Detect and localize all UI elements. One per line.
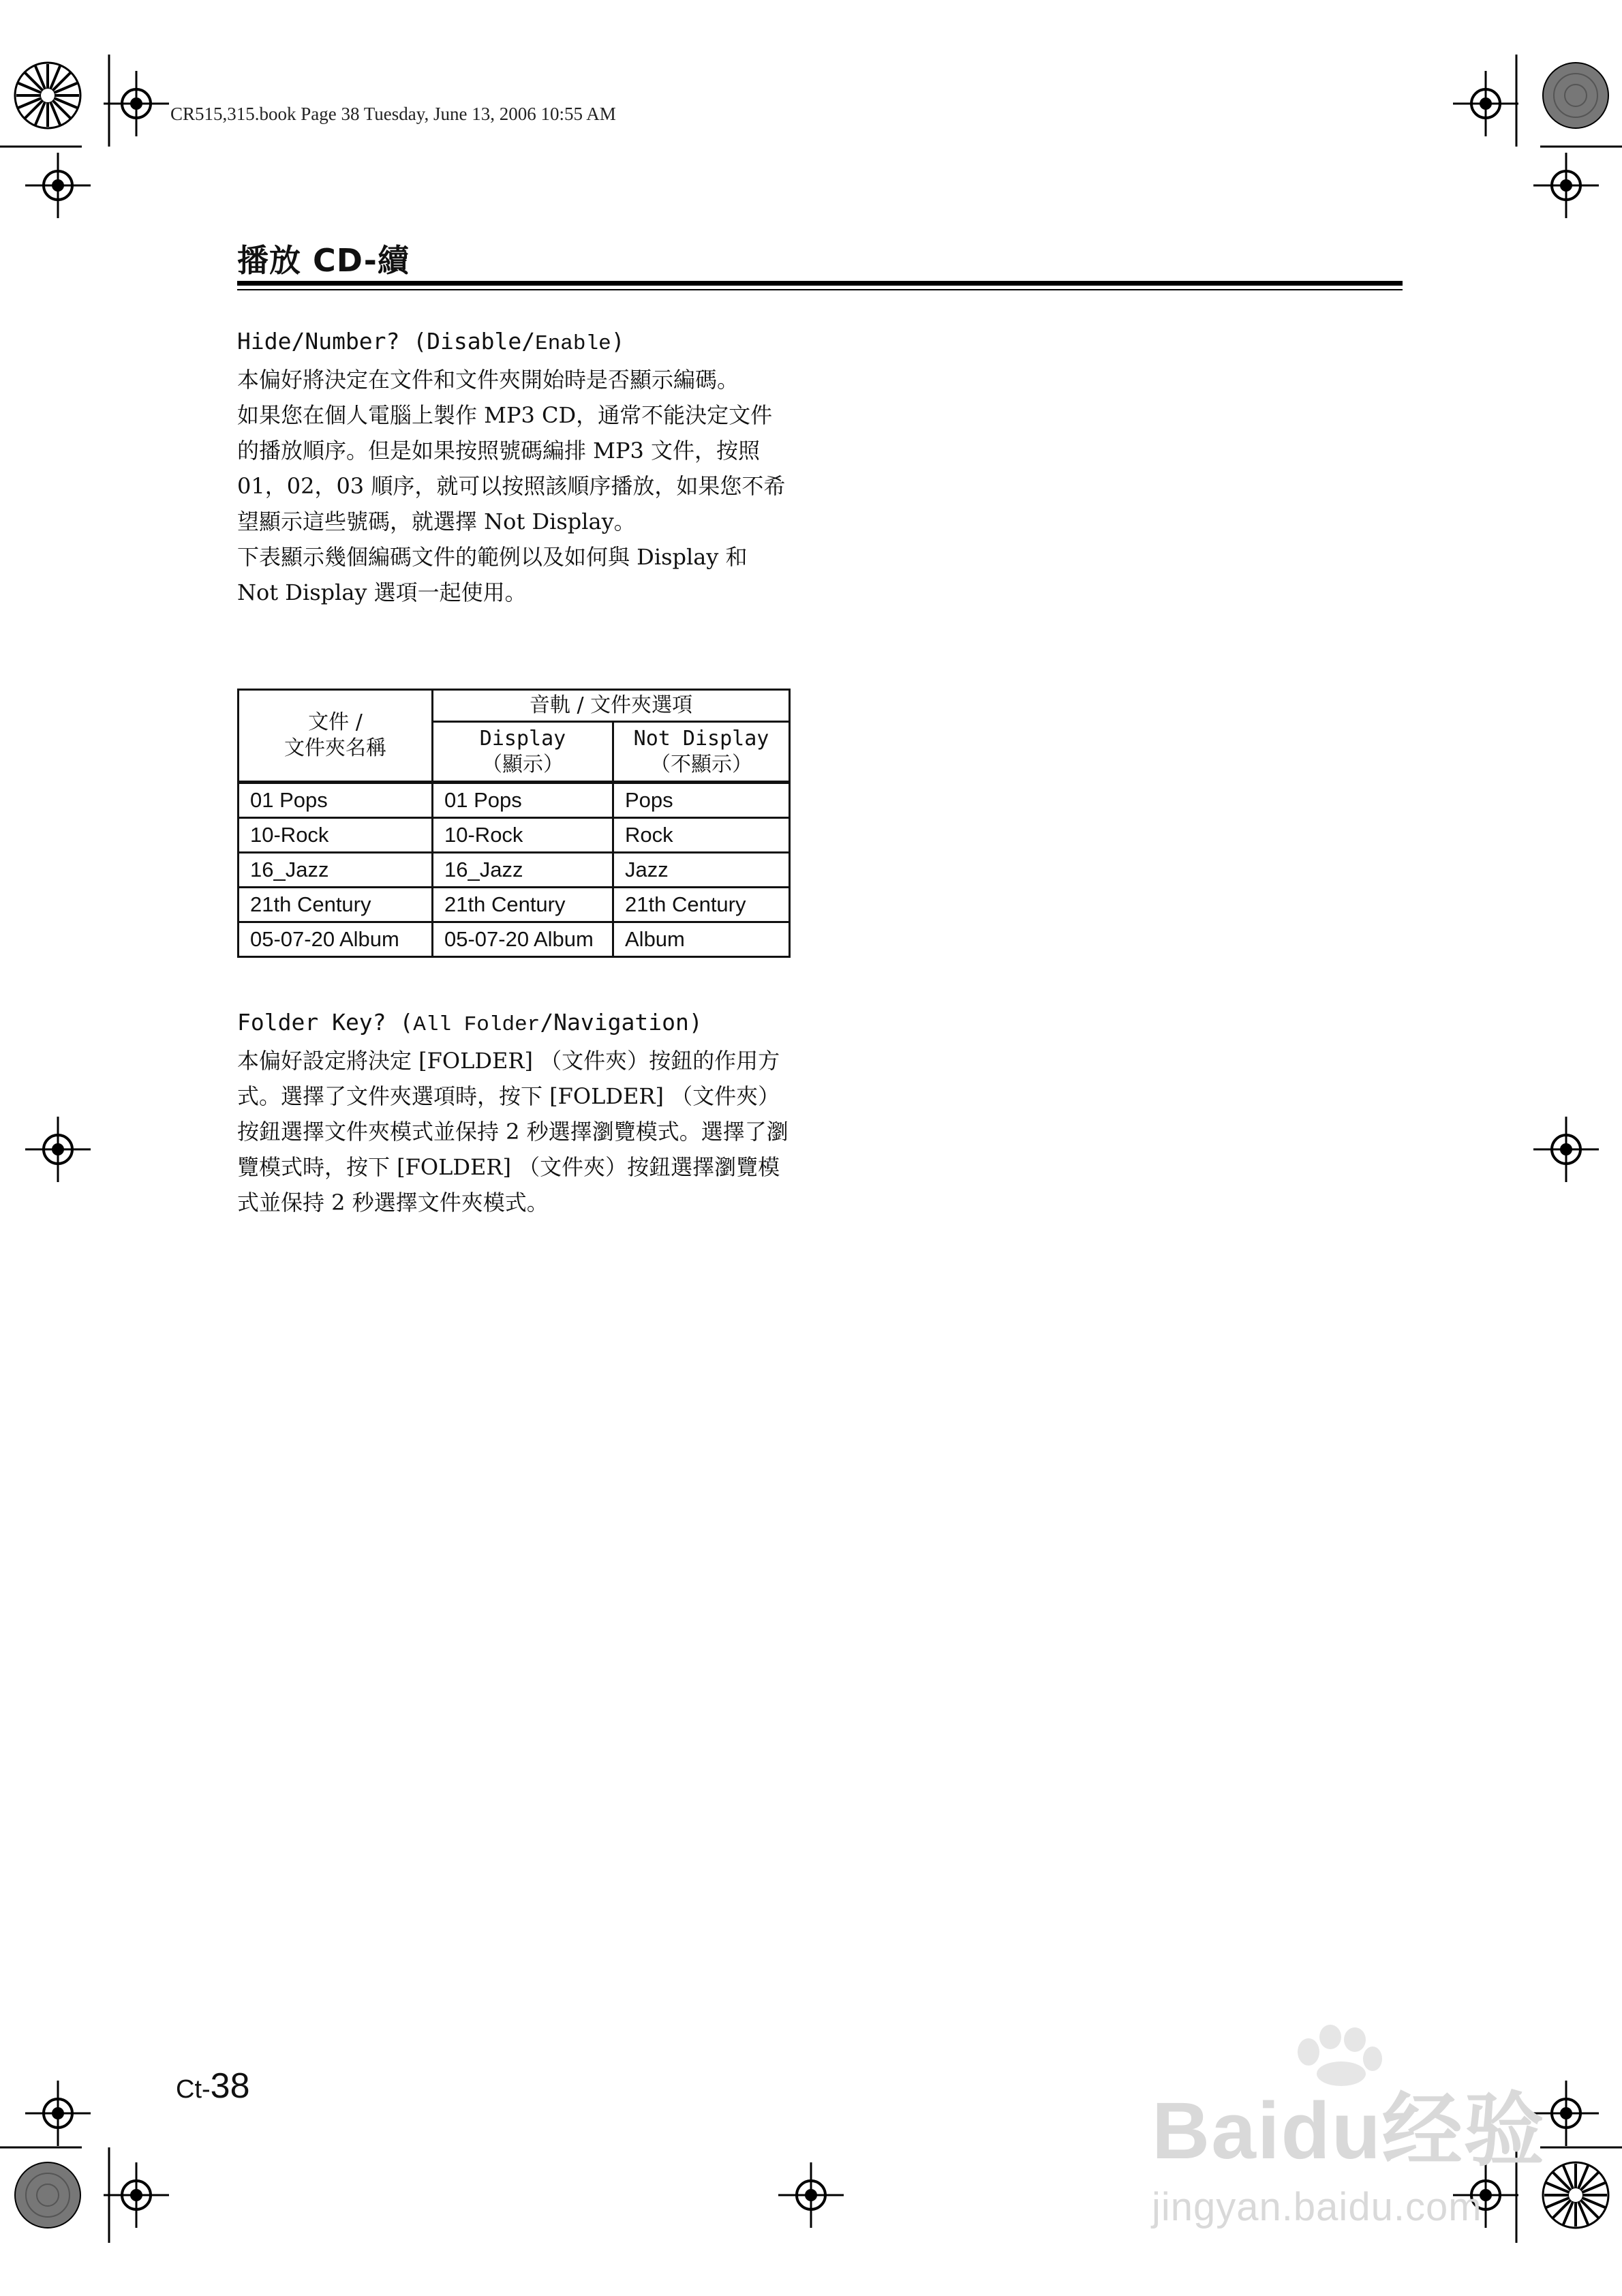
section-folder-key-title: [237, 1005, 789, 1043]
group-header-options: 音軌 / 文件夾選項: [433, 690, 790, 722]
table-cell: 16_Jazz: [239, 853, 433, 888]
table-cell: Album: [613, 922, 790, 957]
table-row: [239, 853, 790, 888]
column-header-file-name: [239, 690, 433, 783]
table-cell: 05-07-20 Album: [433, 922, 613, 957]
header-line: 文件夾名稱: [284, 736, 386, 760]
watermark: [1152, 2066, 1546, 2230]
paragraph: 下表顯示幾個編碼文件的範例以及如何與 Display 和 Not Display 選項一起使用。: [237, 544, 748, 605]
table-cell: 01 Pops: [433, 783, 613, 818]
watermark-url: jingyan.baidu.com: [1152, 2185, 1482, 2229]
section-hide-number-title: [237, 324, 789, 362]
section-folder-key: [237, 1005, 789, 1220]
title-rule-thin: [237, 289, 1403, 290]
title-rule: [237, 281, 1403, 286]
header-line: （顯示）: [482, 752, 564, 776]
title-option: Enable: [535, 332, 611, 356]
numbering-example-table: [237, 689, 791, 958]
table-row: [239, 922, 790, 957]
print-slug: CR515,315.book Page 38 Tuesday, June 13, 2006 10:55 AM: [170, 104, 616, 124]
title-option: All Folder: [413, 1013, 540, 1037]
paragraph: 本偏好設定將決定 [FOLDER] （文件夾）按鈕的作用方式。選擇了文件夾選項時，按下 [FOLDER] （文件夾）按鈕選擇文件夾模式並保持 2 秒選擇瀏覽模式。選擇了瀏覽模式時，按下 [FOLDER] （文件夾）按鈕選擇瀏覽模式並保持 2 秒選擇文件夾模式。: [237, 1048, 789, 1215]
page-prefix: Ct-: [176, 2075, 211, 2104]
table-cell: Pops: [613, 783, 790, 818]
table-row: [239, 783, 790, 818]
table-row: [239, 888, 790, 922]
title-close: /Navigation): [540, 1009, 703, 1036]
title-main: Hide/Number? (Disable/: [237, 328, 536, 354]
table-cell: 21th Century: [433, 888, 613, 922]
table-header-row: [239, 690, 790, 722]
title-main: Folder Key? (: [237, 1009, 414, 1036]
column-header-display: [433, 722, 613, 783]
page-number: [176, 2066, 250, 2106]
table-cell: 21th Century: [613, 888, 790, 922]
header-line: Display: [479, 726, 566, 751]
table-row: [239, 818, 790, 853]
column-header-not-display: [613, 722, 790, 783]
header-line: 文件 /: [308, 710, 363, 734]
header-line: Not Display: [633, 726, 769, 751]
watermark-brand: Baidu经验: [1152, 2086, 1546, 2176]
header-line: （不顯示）: [650, 752, 752, 776]
table-cell: Jazz: [613, 853, 790, 888]
page-number-value: 38: [210, 2066, 250, 2106]
table-cell: Rock: [613, 818, 790, 853]
table-cell: 16_Jazz: [433, 853, 613, 888]
title-close: ): [611, 328, 625, 354]
paragraph: 如果您在個人電腦上製作 MP3 CD，通常不能決定文件的播放順序。但是如果按照號碼編排 MP3 文件，按照 01，02，03 順序，就可以按照該順序播放，如果您不希望顯示這些號碼，就選擇 Not Display。: [237, 402, 786, 534]
paw-logo-icon: [1288, 2025, 1383, 2086]
section-hide-number: [237, 324, 789, 610]
table-cell: 21th Century: [239, 888, 433, 922]
page-title: 播放 CD-續: [237, 242, 410, 279]
table-cell: 05-07-20 Album: [239, 922, 433, 957]
paragraph: 本偏好將決定在文件和文件夾開始時是否顯示編碼。: [237, 367, 739, 393]
table-cell: 01 Pops: [239, 783, 433, 818]
table-cell: 10-Rock: [239, 818, 433, 853]
table-cell: 10-Rock: [433, 818, 613, 853]
